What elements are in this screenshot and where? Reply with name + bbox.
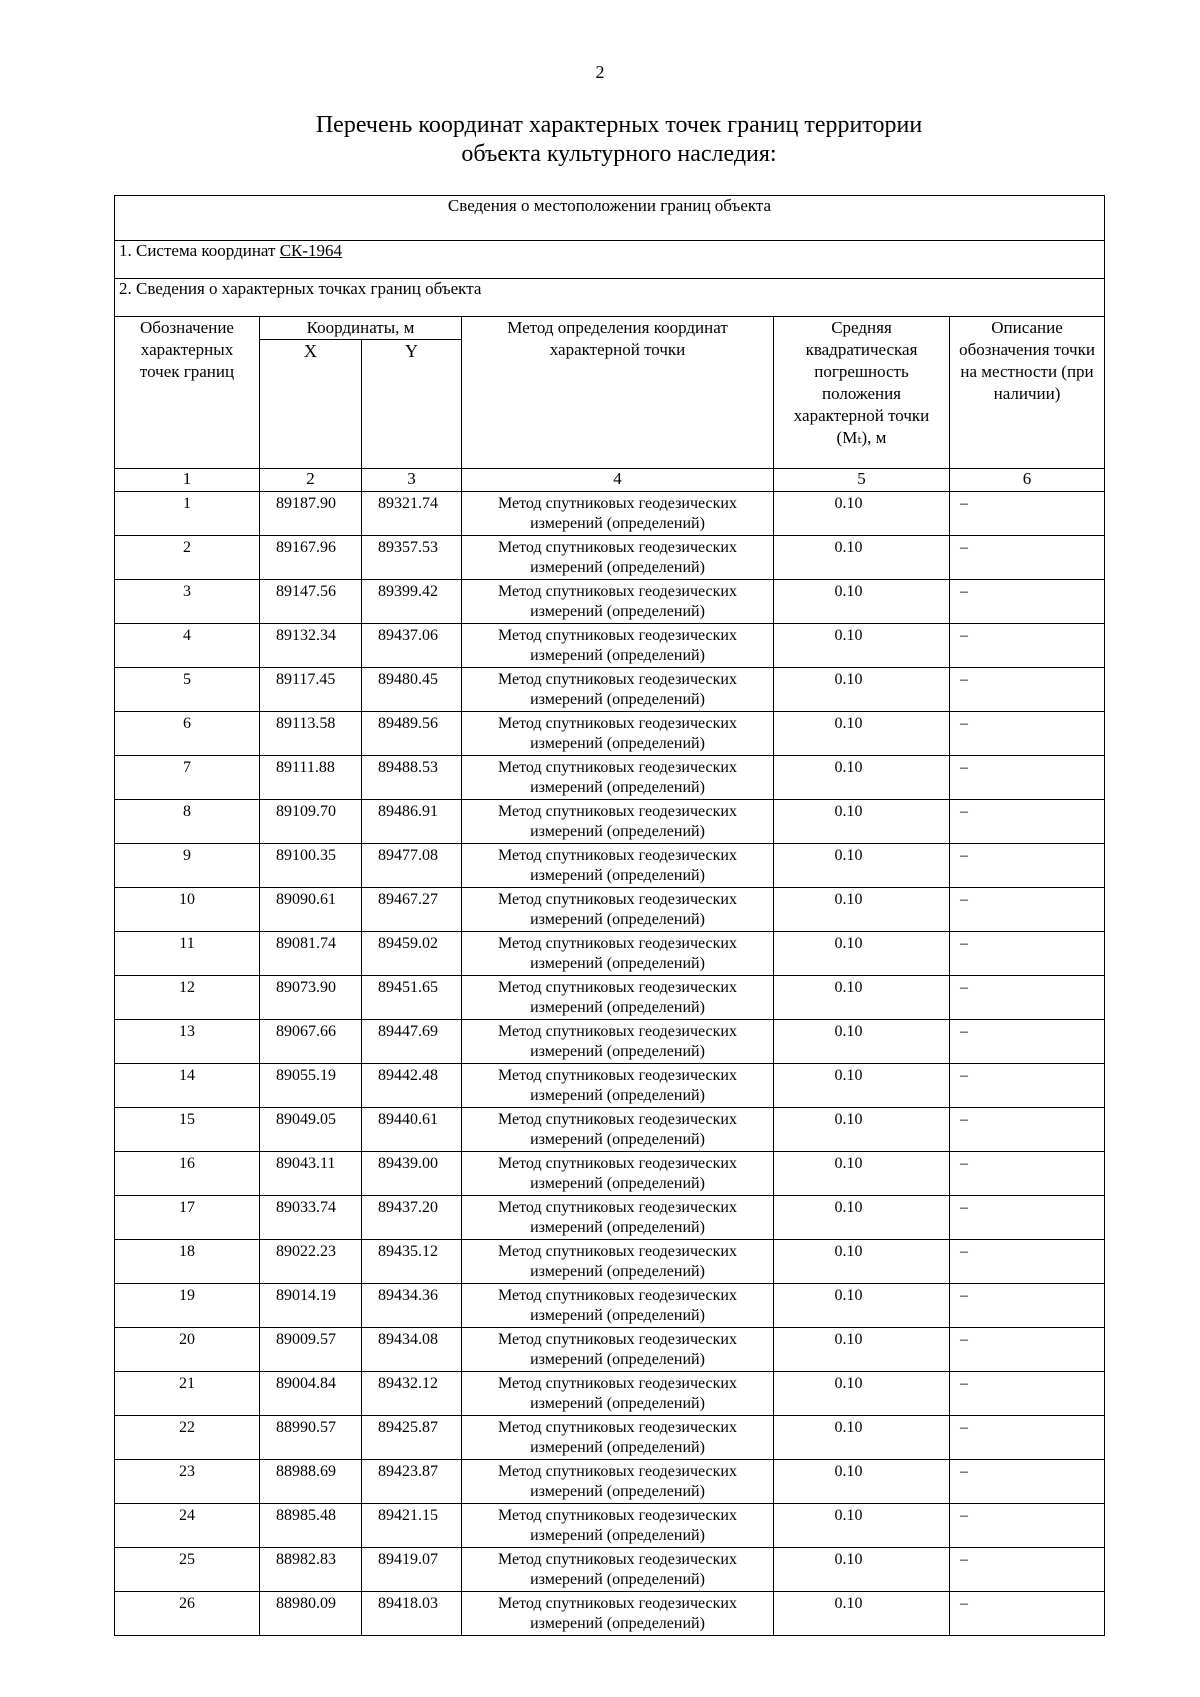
method-cell: Метод спутниковых геодезических измерений (определений) bbox=[462, 1196, 774, 1240]
description-cell: – bbox=[950, 1020, 1105, 1064]
mean-error-cell: 0.10 bbox=[774, 1416, 950, 1460]
mean-error-cell: 0.10 bbox=[774, 668, 950, 712]
description-cell: – bbox=[950, 800, 1105, 844]
y-coordinate-cell: 89357.53 bbox=[362, 536, 462, 580]
header-y: Y bbox=[362, 340, 462, 469]
header-coordinates: Координаты, м bbox=[260, 317, 462, 340]
mean-error-cell: 0.10 bbox=[774, 1020, 950, 1064]
table-row bbox=[115, 844, 1105, 888]
point-number-cell: 20 bbox=[115, 1328, 260, 1372]
y-coordinate-cell: 89442.48 bbox=[362, 1064, 462, 1108]
description-cell: – bbox=[950, 1504, 1105, 1548]
y-coordinate-cell: 89399.42 bbox=[362, 580, 462, 624]
method-cell: Метод спутниковых геодезических измерений (определений) bbox=[462, 1460, 774, 1504]
x-coordinate-cell: 89014.19 bbox=[260, 1284, 362, 1328]
y-coordinate-cell: 89418.03 bbox=[362, 1592, 462, 1636]
mean-error-cell: 0.10 bbox=[774, 800, 950, 844]
table-row bbox=[115, 932, 1105, 976]
y-coordinate-cell: 89425.87 bbox=[362, 1416, 462, 1460]
table-row bbox=[115, 1328, 1105, 1372]
x-coordinate-cell: 89049.05 bbox=[260, 1108, 362, 1152]
coord-system-label: 1. Система координат bbox=[119, 241, 276, 260]
point-number-cell: 21 bbox=[115, 1372, 260, 1416]
table-row bbox=[115, 888, 1105, 932]
table-row bbox=[115, 712, 1105, 756]
title-line-2: объекта культурного наследия: bbox=[461, 141, 777, 167]
description-cell: – bbox=[950, 1152, 1105, 1196]
section2-label: 2. Сведения о характерных точках границ объекта bbox=[115, 279, 1105, 317]
method-cell: Метод спутниковых геодезических измерений (определений) bbox=[462, 1416, 774, 1460]
point-number-cell: 5 bbox=[115, 668, 260, 712]
x-coordinate-cell: 89187.90 bbox=[260, 492, 362, 536]
x-coordinate-cell: 89009.57 bbox=[260, 1328, 362, 1372]
table-row bbox=[115, 1416, 1105, 1460]
description-cell: – bbox=[950, 580, 1105, 624]
x-coordinate-cell: 88982.83 bbox=[260, 1548, 362, 1592]
mean-error-cell: 0.10 bbox=[774, 1064, 950, 1108]
description-cell: – bbox=[950, 712, 1105, 756]
method-cell: Метод спутниковых геодезических измерений (определений) bbox=[462, 976, 774, 1020]
y-coordinate-cell: 89421.15 bbox=[362, 1504, 462, 1548]
y-coordinate-cell: 89434.36 bbox=[362, 1284, 462, 1328]
method-cell: Метод спутниковых геодезических измерений (определений) bbox=[462, 1064, 774, 1108]
table-row bbox=[115, 1064, 1105, 1108]
point-number-cell: 10 bbox=[115, 888, 260, 932]
description-cell: – bbox=[950, 976, 1105, 1020]
table-row bbox=[115, 1460, 1105, 1504]
point-number-cell: 4 bbox=[115, 624, 260, 668]
table-row bbox=[115, 1592, 1105, 1636]
header-point-designation: Обозначение характерных точек границ bbox=[115, 317, 260, 469]
y-coordinate-cell: 89423.87 bbox=[362, 1460, 462, 1504]
y-coordinate-cell: 89434.08 bbox=[362, 1328, 462, 1372]
x-coordinate-cell: 88980.09 bbox=[260, 1592, 362, 1636]
mean-error-cell: 0.10 bbox=[774, 536, 950, 580]
y-coordinate-cell: 89488.53 bbox=[362, 756, 462, 800]
y-coordinate-cell: 89437.06 bbox=[362, 624, 462, 668]
method-cell: Метод спутниковых геодезических измерений (определений) bbox=[462, 536, 774, 580]
method-cell: Метод спутниковых геодезических измерений (определений) bbox=[462, 1240, 774, 1284]
point-number-cell: 13 bbox=[115, 1020, 260, 1064]
y-coordinate-cell: 89489.56 bbox=[362, 712, 462, 756]
x-coordinate-cell: 89073.90 bbox=[260, 976, 362, 1020]
mean-error-cell: 0.10 bbox=[774, 1196, 950, 1240]
description-cell: – bbox=[950, 492, 1105, 536]
method-cell: Метод спутниковых геодезических измерений (определений) bbox=[462, 1592, 774, 1636]
point-number-cell: 24 bbox=[115, 1504, 260, 1548]
y-coordinate-cell: 89435.12 bbox=[362, 1240, 462, 1284]
header-x: X bbox=[260, 340, 362, 469]
point-number-cell: 16 bbox=[115, 1152, 260, 1196]
x-coordinate-cell: 88990.57 bbox=[260, 1416, 362, 1460]
title-line-1: Перечень координат характерных точек границ территории bbox=[315, 112, 923, 138]
header-mean-error: Средняя квадратическая погрешность положения характерной точки (Mₜ), м bbox=[774, 317, 950, 469]
y-coordinate-cell: 89480.45 bbox=[362, 668, 462, 712]
table-row bbox=[115, 1196, 1105, 1240]
x-coordinate-cell: 89090.61 bbox=[260, 888, 362, 932]
mean-error-cell: 0.10 bbox=[774, 1328, 950, 1372]
method-cell: Метод спутниковых геодезических измерений (определений) bbox=[462, 1548, 774, 1592]
x-coordinate-cell: 89081.74 bbox=[260, 932, 362, 976]
x-coordinate-cell: 88985.48 bbox=[260, 1504, 362, 1548]
column-number: 5 bbox=[774, 469, 950, 492]
mean-error-cell: 0.10 bbox=[774, 1284, 950, 1328]
table-row bbox=[115, 756, 1105, 800]
mean-error-cell: 0.10 bbox=[774, 932, 950, 976]
y-coordinate-cell: 89447.69 bbox=[362, 1020, 462, 1064]
point-number-cell: 25 bbox=[115, 1548, 260, 1592]
point-number-cell: 22 bbox=[115, 1416, 260, 1460]
y-coordinate-cell: 89432.12 bbox=[362, 1372, 462, 1416]
method-cell: Метод спутниковых геодезических измерений (определений) bbox=[462, 844, 774, 888]
table-row bbox=[115, 1152, 1105, 1196]
method-cell: Метод спутниковых геодезических измерений (определений) bbox=[462, 580, 774, 624]
point-number-cell: 11 bbox=[115, 932, 260, 976]
mean-error-cell: 0.10 bbox=[774, 1460, 950, 1504]
description-cell: – bbox=[950, 1108, 1105, 1152]
mean-error-cell: 0.10 bbox=[774, 888, 950, 932]
y-coordinate-cell: 89439.00 bbox=[362, 1152, 462, 1196]
mean-error-cell: 0.10 bbox=[774, 580, 950, 624]
header-description: Описание обозначения точки на местности (при наличии) bbox=[950, 317, 1105, 469]
mean-error-cell: 0.10 bbox=[774, 1372, 950, 1416]
x-coordinate-cell: 89043.11 bbox=[260, 1152, 362, 1196]
x-coordinate-cell: 89132.34 bbox=[260, 624, 362, 668]
description-cell: – bbox=[950, 844, 1105, 888]
method-cell: Метод спутниковых геодезических измерений (определений) bbox=[462, 1372, 774, 1416]
mean-error-cell: 0.10 bbox=[774, 1504, 950, 1548]
table-row bbox=[115, 1548, 1105, 1592]
point-number-cell: 9 bbox=[115, 844, 260, 888]
point-number-cell: 15 bbox=[115, 1108, 260, 1152]
mean-error-cell: 0.10 bbox=[774, 1240, 950, 1284]
point-number-cell: 26 bbox=[115, 1592, 260, 1636]
y-coordinate-cell: 89437.20 bbox=[362, 1196, 462, 1240]
table-row bbox=[115, 1020, 1105, 1064]
x-coordinate-cell: 89109.70 bbox=[260, 800, 362, 844]
coord-system-row bbox=[115, 241, 1105, 279]
x-coordinate-cell: 89055.19 bbox=[260, 1064, 362, 1108]
description-cell: – bbox=[950, 1196, 1105, 1240]
method-cell: Метод спутниковых геодезических измерений (определений) bbox=[462, 756, 774, 800]
mean-error-cell: 0.10 bbox=[774, 976, 950, 1020]
table-row bbox=[115, 668, 1105, 712]
x-coordinate-cell: 89113.58 bbox=[260, 712, 362, 756]
description-cell: – bbox=[950, 1064, 1105, 1108]
column-number: 1 bbox=[115, 469, 260, 492]
table-row bbox=[115, 1372, 1105, 1416]
method-cell: Метод спутниковых геодезических измерений (определений) bbox=[462, 1152, 774, 1196]
point-number-cell: 8 bbox=[115, 800, 260, 844]
method-cell: Метод спутниковых геодезических измерений (определений) bbox=[462, 1328, 774, 1372]
mean-error-cell: 0.10 bbox=[774, 492, 950, 536]
x-coordinate-cell: 89100.35 bbox=[260, 844, 362, 888]
x-coordinate-cell: 89167.96 bbox=[260, 536, 362, 580]
method-cell: Метод спутниковых геодезических измерений (определений) bbox=[462, 1108, 774, 1152]
table-row bbox=[115, 492, 1105, 536]
y-coordinate-cell: 89419.07 bbox=[362, 1548, 462, 1592]
point-number-cell: 18 bbox=[115, 1240, 260, 1284]
column-number: 4 bbox=[462, 469, 774, 492]
method-cell: Метод спутниковых геодезических измерений (определений) bbox=[462, 932, 774, 976]
coord-system-value: СК-1964 bbox=[279, 241, 343, 260]
point-number-cell: 2 bbox=[115, 536, 260, 580]
description-cell: – bbox=[950, 1460, 1105, 1504]
method-cell: Метод спутниковых геодезических измерений (определений) bbox=[462, 1284, 774, 1328]
table-row bbox=[115, 1284, 1105, 1328]
point-number-cell: 3 bbox=[115, 580, 260, 624]
y-coordinate-cell: 89486.91 bbox=[362, 800, 462, 844]
description-cell: – bbox=[950, 536, 1105, 580]
point-number-cell: 12 bbox=[115, 976, 260, 1020]
header-method: Метод определения координат характерной точки bbox=[462, 317, 774, 469]
x-coordinate-cell: 88988.69 bbox=[260, 1460, 362, 1504]
description-cell: – bbox=[950, 668, 1105, 712]
table-row bbox=[115, 1108, 1105, 1152]
y-coordinate-cell: 89459.02 bbox=[362, 932, 462, 976]
mean-error-cell: 0.10 bbox=[774, 1152, 950, 1196]
y-coordinate-cell: 89440.61 bbox=[362, 1108, 462, 1152]
y-coordinate-cell: 89467.27 bbox=[362, 888, 462, 932]
description-cell: – bbox=[950, 888, 1105, 932]
table-row bbox=[115, 624, 1105, 668]
point-number-cell: 14 bbox=[115, 1064, 260, 1108]
description-cell: – bbox=[950, 932, 1105, 976]
description-cell: – bbox=[950, 1240, 1105, 1284]
point-number-cell: 6 bbox=[115, 712, 260, 756]
method-cell: Метод спутниковых геодезических измерений (определений) bbox=[462, 712, 774, 756]
mean-error-cell: 0.10 bbox=[774, 844, 950, 888]
description-cell: – bbox=[950, 624, 1105, 668]
method-cell: Метод спутниковых геодезических измерений (определений) bbox=[462, 1020, 774, 1064]
method-cell: Метод спутниковых геодезических измерений (определений) bbox=[462, 492, 774, 536]
column-number: 6 bbox=[950, 469, 1105, 492]
description-cell: – bbox=[950, 1372, 1105, 1416]
mean-error-cell: 0.10 bbox=[774, 712, 950, 756]
y-coordinate-cell: 89451.65 bbox=[362, 976, 462, 1020]
mean-error-cell: 0.10 bbox=[774, 624, 950, 668]
table-row bbox=[115, 976, 1105, 1020]
description-cell: – bbox=[950, 1284, 1105, 1328]
column-number: 2 bbox=[260, 469, 362, 492]
mean-error-cell: 0.10 bbox=[774, 1592, 950, 1636]
table-row bbox=[115, 1504, 1105, 1548]
point-number-cell: 1 bbox=[115, 492, 260, 536]
description-cell: – bbox=[950, 1416, 1105, 1460]
x-coordinate-cell: 89004.84 bbox=[260, 1372, 362, 1416]
x-coordinate-cell: 89022.23 bbox=[260, 1240, 362, 1284]
description-cell: – bbox=[950, 1328, 1105, 1372]
method-cell: Метод спутниковых геодезических измерений (определений) bbox=[462, 888, 774, 932]
table-row bbox=[115, 800, 1105, 844]
description-cell: – bbox=[950, 1592, 1105, 1636]
method-cell: Метод спутниковых геодезических измерений (определений) bbox=[462, 624, 774, 668]
description-cell: – bbox=[950, 1548, 1105, 1592]
table-row bbox=[115, 580, 1105, 624]
mean-error-cell: 0.10 bbox=[774, 756, 950, 800]
x-coordinate-cell: 89033.74 bbox=[260, 1196, 362, 1240]
page-number: 2 bbox=[595, 62, 605, 82]
x-coordinate-cell: 89067.66 bbox=[260, 1020, 362, 1064]
column-number: 3 bbox=[362, 469, 462, 492]
table-banner: Сведения о местоположении границ объекта bbox=[115, 196, 1105, 241]
point-number-cell: 23 bbox=[115, 1460, 260, 1504]
method-cell: Метод спутниковых геодезических измерений (определений) bbox=[462, 1504, 774, 1548]
x-coordinate-cell: 89117.45 bbox=[260, 668, 362, 712]
point-number-cell: 19 bbox=[115, 1284, 260, 1328]
table-row bbox=[115, 1240, 1105, 1284]
x-coordinate-cell: 89111.88 bbox=[260, 756, 362, 800]
y-coordinate-cell: 89321.74 bbox=[362, 492, 462, 536]
table-row bbox=[115, 536, 1105, 580]
mean-error-cell: 0.10 bbox=[774, 1548, 950, 1592]
method-cell: Метод спутниковых геодезических измерений (определений) bbox=[462, 800, 774, 844]
description-cell: – bbox=[950, 756, 1105, 800]
method-cell: Метод спутниковых геодезических измерений (определений) bbox=[462, 668, 774, 712]
coordinates-table bbox=[114, 195, 1105, 1636]
point-number-cell: 17 bbox=[115, 1196, 260, 1240]
y-coordinate-cell: 89477.08 bbox=[362, 844, 462, 888]
x-coordinate-cell: 89147.56 bbox=[260, 580, 362, 624]
document-title bbox=[0, 111, 1200, 169]
mean-error-cell: 0.10 bbox=[774, 1108, 950, 1152]
point-number-cell: 7 bbox=[115, 756, 260, 800]
